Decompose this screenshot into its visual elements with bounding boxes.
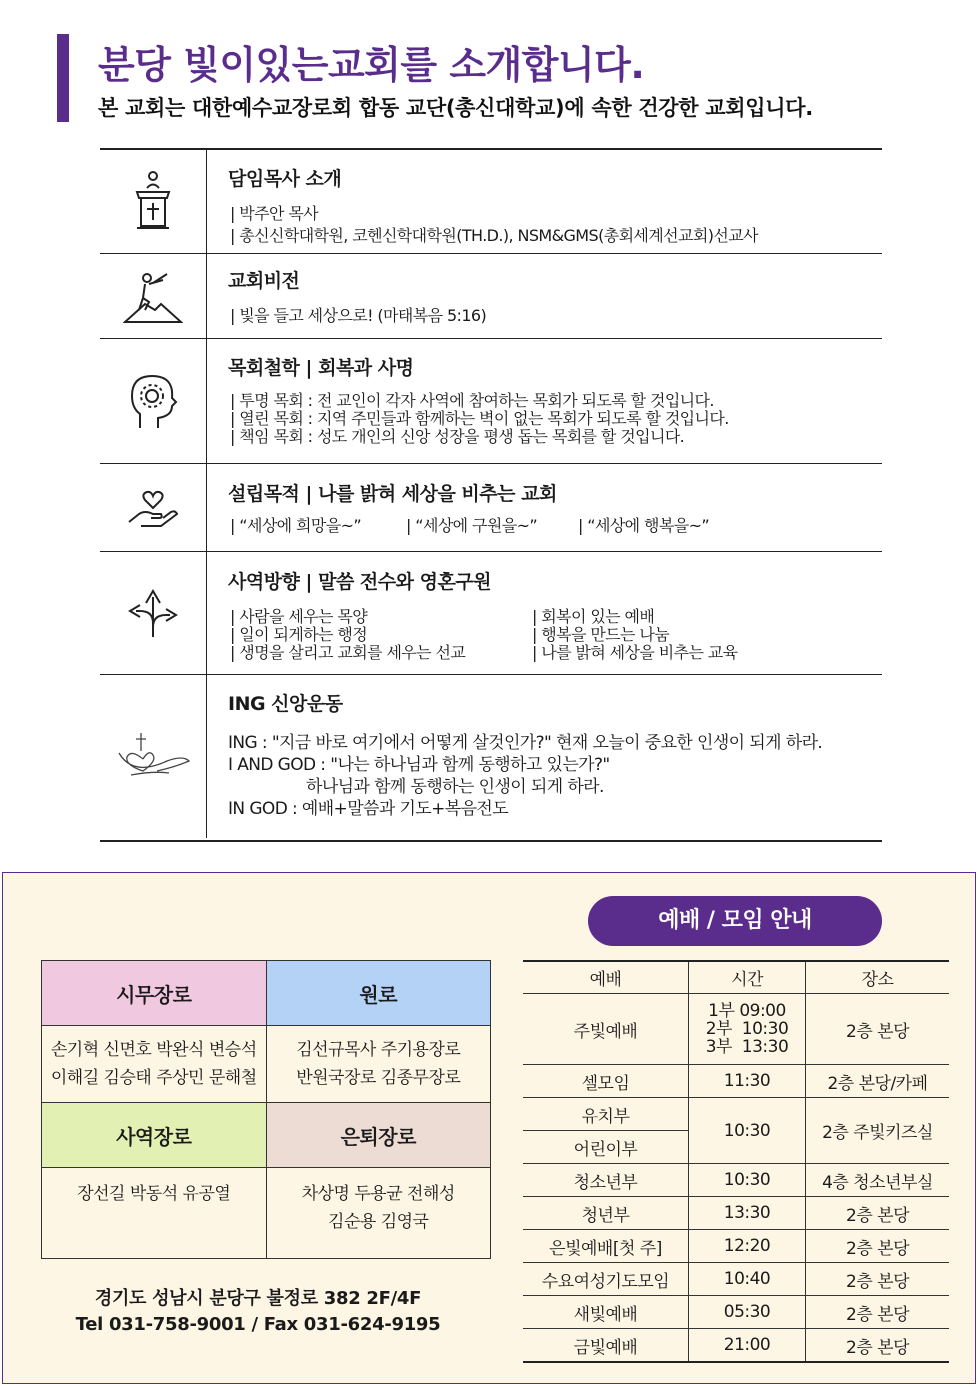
intro-row-purpose [100, 464, 882, 552]
service-time: 10:40 [689, 1263, 806, 1296]
service-name: 새빛예배 [523, 1296, 689, 1329]
intro-row-ing [100, 675, 882, 836]
ing-title: ING 신앙운동 [228, 693, 343, 715]
ministry-right-item: | 나를 밝혀 세상을 비추는 교육 [532, 643, 738, 662]
elder-names-line: 장선길 박동석 유공열 [77, 1184, 231, 1204]
purpose-item: | “세상에 희망을~” [230, 516, 362, 535]
service-time-line: 1부 09:00 [708, 1001, 786, 1021]
service-name: 셀모임 [523, 1065, 689, 1098]
retired-elders-header: 은퇴장로 [266, 1103, 491, 1168]
service-name: 주빛예배 [523, 994, 689, 1065]
philosophy-title: 목회철학 | 회복과 사명 [228, 357, 414, 379]
service-time: 10:30 [689, 1098, 806, 1164]
pastor-line: | 박주안 목사 [230, 204, 319, 223]
purpose-title: 설립목적 | 나를 밝혀 세상을 비추는 교회 [228, 483, 557, 505]
service-name: 청년부 [523, 1197, 689, 1230]
service-place: 2층 본당/카페 [806, 1065, 950, 1098]
purpose-item: | “세상에 행복을~” [578, 516, 710, 535]
service-name: 은빛예배[첫 주] [523, 1230, 689, 1263]
col-header-place: 장소 [806, 961, 950, 994]
service-name: 금빛예배 [523, 1329, 689, 1363]
service-place: 2층 본당 [806, 1329, 950, 1363]
ing-line: ING : "지금 바로 여기에서 어떻게 살것인가?" 현재 오늘이 중요한 인생이 되게 하라. [228, 733, 823, 753]
col-header-time: 시간 [689, 961, 806, 994]
ministry-left-item: | 생명을 살리고 교회를 세우는 선교 [230, 643, 466, 662]
table-row [523, 1263, 949, 1296]
service-time-line: 2부 10:30 [705, 1019, 789, 1039]
service-place: 2층 주빛키즈실 [806, 1098, 950, 1164]
schedule-heading: 예배 / 모임 안내 [588, 896, 882, 946]
service-time-line: 3부 13:30 [705, 1037, 789, 1057]
elder-names-line: 차상명 두용균 전해성 [301, 1184, 455, 1204]
ministry-left-item: | 사람을 세우는 목양 [230, 607, 368, 626]
col-header-service: 예배 [523, 961, 689, 994]
ministry-elders-header: 사역장로 [42, 1103, 267, 1168]
elder-names-line: 김선규목사 주기용장로 [296, 1040, 461, 1060]
ministry-title: 사역방향 | 말씀 전수와 영혼구원 [228, 571, 492, 593]
service-place: 2층 본당 [806, 994, 950, 1065]
table-row [523, 1197, 949, 1230]
intro-row-ministry [100, 552, 882, 675]
intro-row-vision [100, 254, 882, 339]
service-time [689, 994, 806, 1065]
table-row [523, 1164, 949, 1197]
mind-gear-icon [100, 339, 206, 463]
page-subtitle: 본 교회는 대한예수교장로회 합동 교단(총신대학교)에 속한 건강한 교회입니다. [98, 96, 813, 120]
elder-names-line: 반원국장로 김종무장로 [296, 1068, 461, 1088]
vision-line: | 빛을 들고 세상으로! (마태복음 5:16) [230, 306, 487, 325]
service-name: 수요여성기도모임 [523, 1263, 689, 1296]
table-row [523, 1296, 949, 1329]
telescope-icon [100, 254, 206, 338]
active-elders-header: 시무장로 [42, 961, 267, 1026]
church-address [41, 1286, 475, 1338]
ing-line: I AND GOD : "나는 하나님과 함께 동행하고 있는가?" [228, 755, 610, 775]
table-row [523, 1329, 949, 1363]
address-line: 경기도 성남시 분당구 불정로 382 2F/4F [94, 1288, 422, 1309]
service-place: 4층 청소년부실 [806, 1164, 950, 1197]
service-place: 2층 본당 [806, 1197, 950, 1230]
ministry-left-item: | 일이 되게하는 행정 [230, 625, 368, 644]
direction-arrows-icon [100, 552, 206, 674]
intro-row-philosophy [100, 339, 882, 464]
service-time: 05:30 [689, 1296, 806, 1329]
table-row [523, 1098, 949, 1131]
table-row [523, 1065, 949, 1098]
service-time: 13:30 [689, 1197, 806, 1230]
table-row [523, 994, 949, 1065]
cross-heart-icon [100, 675, 206, 836]
ministry-right-item: | 회복이 있는 예배 [532, 607, 655, 626]
service-name: 어린이부 [523, 1131, 689, 1164]
retired-elders-names [266, 1168, 491, 1259]
philosophy-line: | 열린 목회 : 지역 주민들과 함께하는 벽이 없는 목회가 되도록 할 것입니다. [230, 409, 729, 428]
pastor-title: 담임목사 소개 [228, 168, 342, 190]
philosophy-line: | 투명 목회 : 전 교인이 각자 사역에 참여하는 목회가 되도록 할 것입니다. [230, 391, 714, 410]
service-place: 2층 본당 [806, 1296, 950, 1329]
ministry-right-item: | 행복을 만드는 나눔 [532, 625, 670, 644]
elder-names-line: 이해길 김승태 주상민 문해철 [50, 1068, 257, 1088]
vision-title: 교회비전 [228, 270, 300, 292]
service-time: 10:30 [689, 1164, 806, 1197]
senior-elders-header: 원로 [266, 961, 491, 1026]
service-time: 11:30 [689, 1065, 806, 1098]
ministry-elders-names [42, 1168, 267, 1259]
schedule-table [523, 960, 949, 1363]
service-name: 청소년부 [523, 1164, 689, 1197]
purpose-item: | “세상에 구원을~” [406, 516, 538, 535]
page-title: 분당 빛이있는교회를 소개합니다. [98, 43, 645, 87]
service-time: 21:00 [689, 1329, 806, 1363]
pulpit-icon [100, 150, 206, 253]
ing-line: 하나님과 함께 동행하는 인생이 되게 하라. [306, 777, 604, 797]
intro-row-pastor [100, 150, 882, 254]
header-accent-bar [57, 34, 69, 122]
contact-line: Tel 031-758-9001 / Fax 031-624-9195 [75, 1314, 441, 1335]
elder-names-line: 김순용 김영국 [328, 1212, 429, 1232]
service-place: 2층 본당 [806, 1263, 950, 1296]
elders-table [41, 960, 491, 1259]
table-row [523, 1230, 949, 1263]
ing-line: IN GOD : 예배+말씀과 기도+복음전도 [228, 799, 509, 819]
service-time: 12:20 [689, 1230, 806, 1263]
active-elders-names [42, 1026, 267, 1103]
service-place: 2층 본당 [806, 1230, 950, 1263]
elder-names-line: 손기혁 신면호 박완식 변승석 [50, 1040, 257, 1060]
service-name: 유치부 [523, 1098, 689, 1131]
senior-elders-names [266, 1026, 491, 1103]
pastor-line: | 총신신학대학원, 코헨신학대학원(TH.D.), NSM&GMS(총회세계선교회)선교사 [230, 226, 758, 245]
philosophy-line: | 책임 목회 : 성도 개인의 신앙 성장을 평생 돕는 목회를 할 것입니다. [230, 427, 685, 446]
heart-hand-icon [100, 464, 206, 551]
